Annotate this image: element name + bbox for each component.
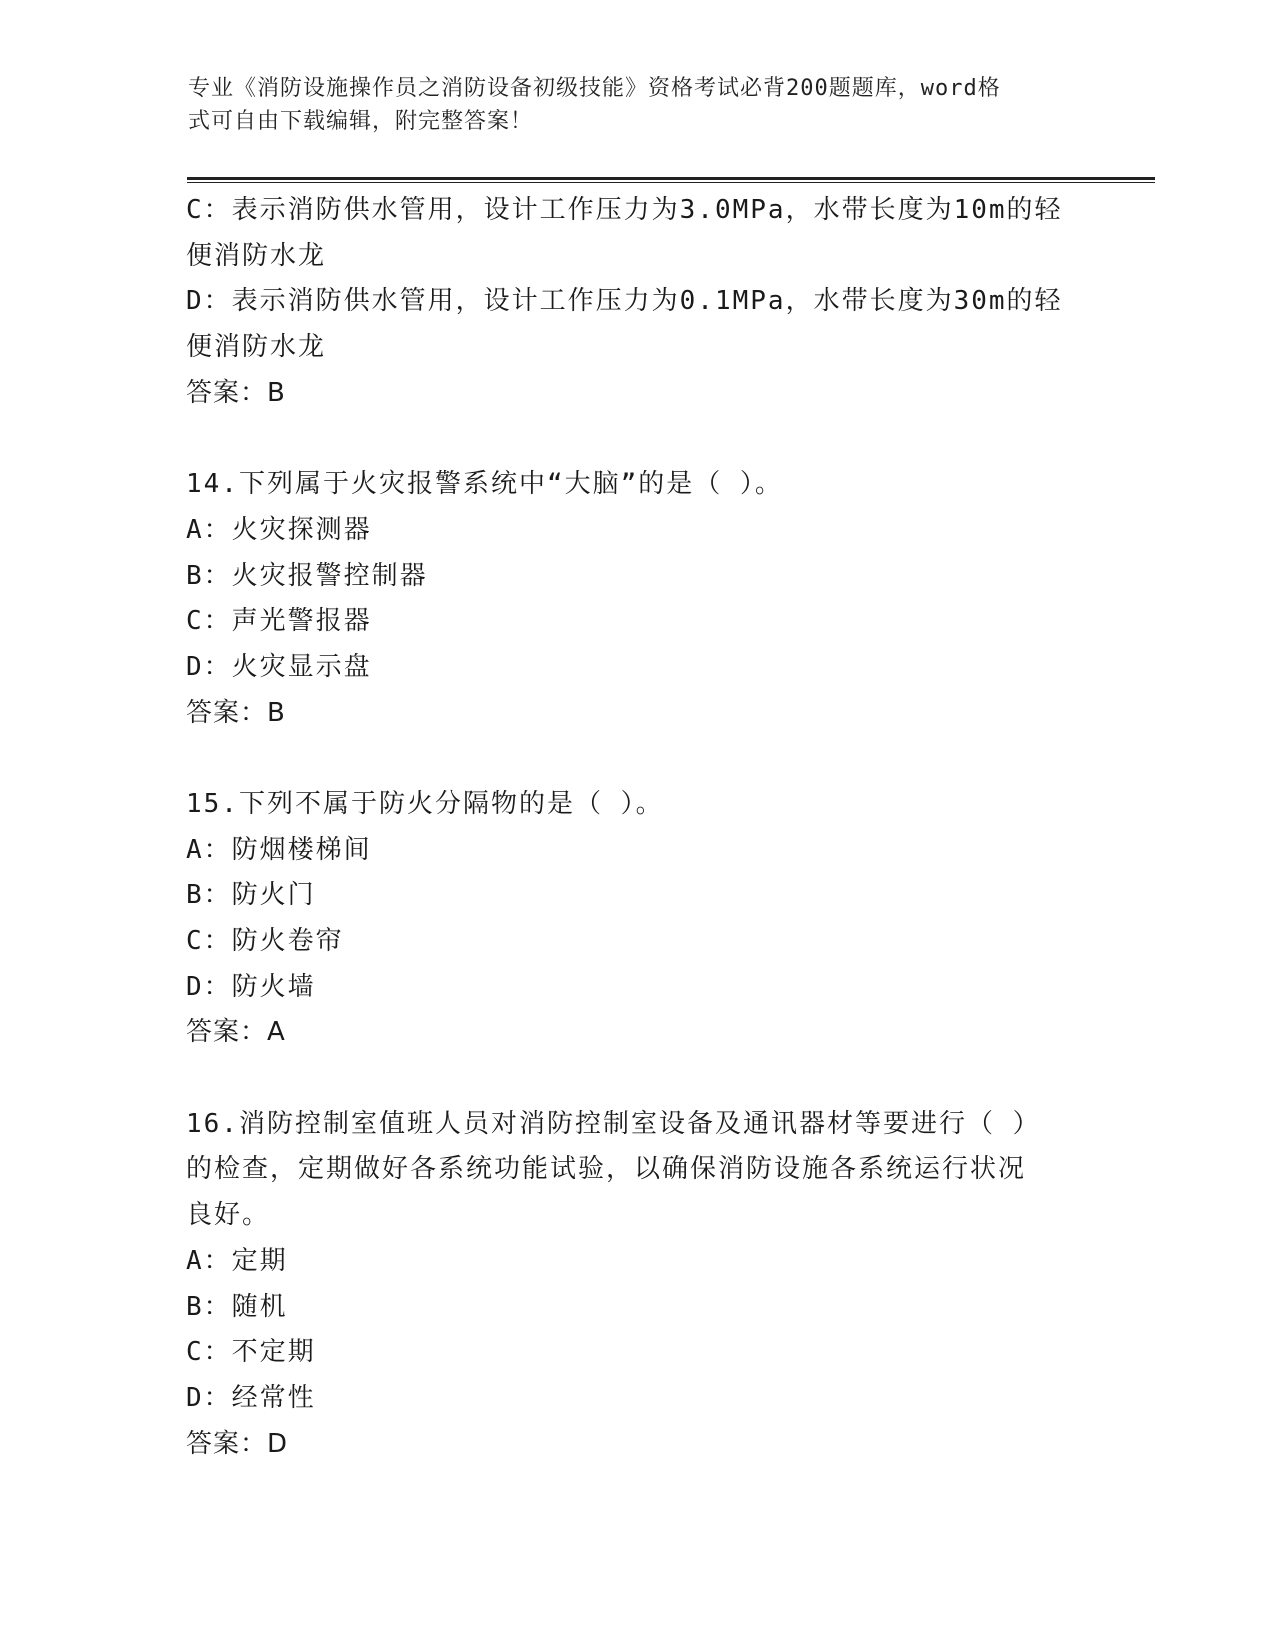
question-14 — [186, 462, 1086, 736]
question-16-text-line-1: 16.消防控制室值班人员对消防控制室设备及通讯器材等要进行（ ） — [186, 1108, 1041, 1139]
option-d: D：防火墙 — [186, 971, 316, 1002]
spacer — [186, 416, 1086, 462]
question-15-text: 15.下列不属于防火分隔物的是（ ）。 — [186, 788, 664, 819]
answer-14: 答案：B — [186, 697, 286, 728]
option-c: C：声光警报器 — [186, 606, 372, 637]
option-d: D：火灾显示盘 — [186, 651, 372, 682]
option-d: D：经常性 — [186, 1382, 316, 1413]
option-a: A：防烟楼梯间 — [186, 834, 372, 865]
answer-15: 答案：A — [186, 1017, 286, 1048]
option-c: C：不定期 — [186, 1337, 316, 1368]
header-line-1: 专业《消防设施操作员之消防设备初级技能》资格考试必背200题题库，word格 — [188, 76, 1001, 101]
option-c-line-2: 便消防水龙 — [186, 240, 327, 271]
spacer — [186, 1056, 1086, 1102]
option-d-line-1: D：表示消防供水管用，设计工作压力为0.1MPa，水带长度为30m的轻 — [186, 286, 1063, 317]
option-b: B：防火门 — [186, 880, 316, 911]
question-14-text: 14.下列属于火灾报警系统中“大脑”的是（ ）。 — [186, 469, 783, 500]
option-d-line-2: 便消防水龙 — [186, 332, 327, 363]
question-16-text-line-2: 的检查，定期做好各系统功能试验，以确保消防设施各系统运行状况 — [186, 1154, 1027, 1185]
question-list — [186, 188, 1086, 1467]
option-a: A：火灾探测器 — [186, 514, 372, 545]
option-a: A：定期 — [186, 1245, 288, 1276]
header-rule-thin — [187, 182, 1155, 183]
question-15 — [186, 782, 1086, 1056]
question-16 — [186, 1102, 1086, 1468]
document-header — [188, 72, 1068, 138]
answer-13: 答案：B — [186, 377, 286, 408]
header-line-2: 式可自由下载编辑，附完整答案！ — [188, 109, 534, 134]
option-b: B：随机 — [186, 1291, 288, 1322]
option-b: B：火灾报警控制器 — [186, 560, 428, 591]
answer-16: 答案：D — [186, 1428, 289, 1459]
option-c-line-1: C：表示消防供水管用，设计工作压力为3.0MPa，水带长度为10m的轻 — [186, 195, 1063, 225]
option-c: C：防火卷帘 — [186, 926, 344, 956]
header-rule-thick — [187, 177, 1155, 180]
question-16-text-line-3: 良好。 — [186, 1200, 271, 1231]
spacer — [186, 736, 1086, 782]
question-13-tail — [186, 188, 1086, 416]
